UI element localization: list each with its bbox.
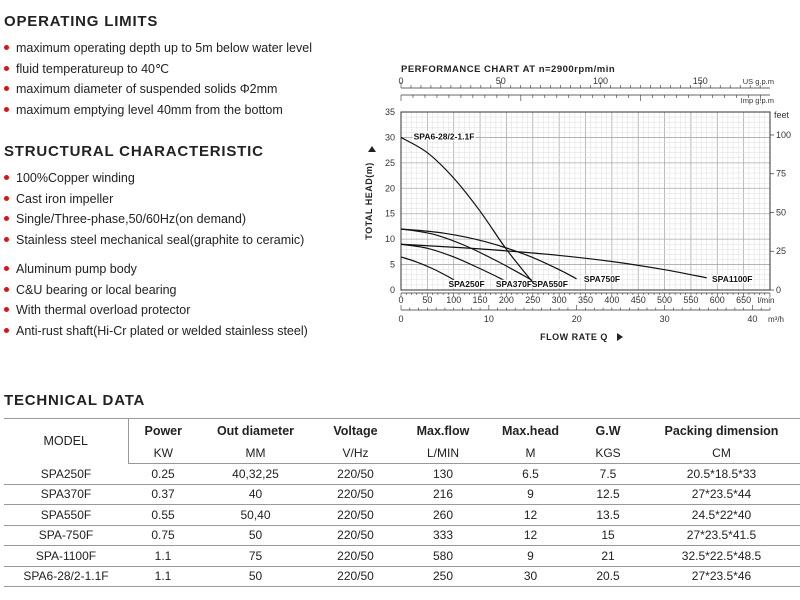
x-tick-label: 400 xyxy=(604,295,620,305)
y-tick-label: 25 xyxy=(384,157,395,168)
y2-tick-label: 25 xyxy=(776,246,787,257)
table-cell: 24.5*22*40 xyxy=(643,505,800,526)
table-cell: 27*23.5*46 xyxy=(643,566,800,587)
table-cell: 220/50 xyxy=(313,505,398,526)
table-cell: 260 xyxy=(398,505,488,526)
table-cell: 220/50 xyxy=(313,566,398,587)
series-label: SPA1100F xyxy=(712,273,753,284)
x-tick-label: 150 xyxy=(472,295,488,305)
x-tick-label: 350 xyxy=(577,295,594,305)
table-row xyxy=(4,464,800,485)
list-item: fluid temperatureup to 40℃ xyxy=(4,59,312,80)
y-tick-label: 35 xyxy=(384,107,395,117)
model-cell: SPA-750F xyxy=(4,525,128,546)
y-tick-label: 20 xyxy=(384,183,395,194)
table-cell: 27*23.5*41.5 xyxy=(643,525,800,546)
list-item: With thermal overload protector xyxy=(4,300,308,321)
table-header-row xyxy=(4,419,800,444)
table-cell: 130 xyxy=(398,464,488,485)
table-cell: 216 xyxy=(398,484,488,505)
column-header: G.W xyxy=(573,419,643,444)
table-cell: 15 xyxy=(573,525,643,546)
table-cell: 27*23.5*44 xyxy=(643,484,800,505)
series-label: SPA750F xyxy=(583,273,621,284)
x-tick-label: 550 xyxy=(683,295,699,305)
y-tick-label: 5 xyxy=(389,259,395,270)
technical-data-table xyxy=(4,418,800,587)
top-unit-label: Imp g.p.m xyxy=(740,96,774,105)
column-header: Voltage xyxy=(313,419,398,444)
x2-tick-label: 10 xyxy=(483,314,494,324)
table-cell: 333 xyxy=(398,525,488,546)
table-cell: 50 xyxy=(198,566,313,587)
unit-cell: V/Hz xyxy=(313,443,398,464)
column-header: Packing dimension xyxy=(643,419,800,444)
table-cell: 21 xyxy=(573,546,643,567)
top-tick-label: 150 xyxy=(692,76,708,86)
table-cell: 220/50 xyxy=(313,484,398,505)
column-header: Power xyxy=(128,419,198,444)
y-tick-label: 10 xyxy=(384,234,395,245)
unit-cell: KW xyxy=(128,443,198,464)
x-tick-label: 650 xyxy=(736,295,752,305)
table-cell: 50,40 xyxy=(198,505,313,526)
table-cell: 220/50 xyxy=(313,525,398,546)
table-cell: 40 xyxy=(198,484,313,505)
x-tick-label: 100 xyxy=(446,295,462,305)
x-tick-label: 200 xyxy=(498,295,514,305)
table-cell: 250 xyxy=(398,566,488,587)
table-cell: 75 xyxy=(198,546,313,567)
table-cell: 20.5*18.5*33 xyxy=(643,464,800,485)
operating-limits-title: OPERATING LIMITS xyxy=(4,13,159,30)
table-cell: 6.5 xyxy=(488,464,573,485)
y2-unit-label: feet xyxy=(774,110,790,120)
technical-data-title: TECHNICAL DATA xyxy=(4,392,146,409)
series-label: SPA550F xyxy=(531,278,568,289)
y2-tick-label: 0 xyxy=(776,285,782,295)
x-tick-label: 600 xyxy=(709,295,725,305)
y-axis-label: TOTAL HEAD(m) xyxy=(364,162,374,240)
model-cell: SPA250F xyxy=(4,464,128,485)
unit-cell: M xyxy=(488,443,573,464)
y2-tick-label: 50 xyxy=(776,207,787,218)
list-item: 100%Copper winding xyxy=(4,168,304,189)
table-cell: 7.5 xyxy=(573,464,643,485)
x-tick-label: 500 xyxy=(657,295,673,305)
table-cell: 580 xyxy=(398,546,488,567)
list-item: C&U bearing or local bearing xyxy=(4,280,308,301)
structural-title: STRUCTURAL CHARACTERISTIC xyxy=(4,143,264,160)
x2-tick-label: 40 xyxy=(747,314,758,324)
y-tick-label: 15 xyxy=(384,208,395,219)
table-row xyxy=(4,484,800,505)
x-axis-label: FLOW RATE Q xyxy=(540,332,608,342)
table-cell: 50 xyxy=(198,525,313,546)
table-row xyxy=(4,505,800,526)
x2-unit-label: m³/h xyxy=(768,315,784,324)
y-tick-label: 30 xyxy=(384,132,395,143)
table-cell: 30 xyxy=(488,566,573,587)
model-cell: SPA-1100F xyxy=(4,546,128,567)
unit-cell: L/MIN xyxy=(398,443,488,464)
top-tick-label: 100 xyxy=(593,76,609,86)
chart-title: PERFORMANCE CHART AT n=2900rpm/min xyxy=(401,64,616,75)
y-tick-label: 0 xyxy=(389,285,395,295)
series-label: SPA370F xyxy=(495,278,533,289)
x-tick-label: 0 xyxy=(398,295,404,305)
unit-cell: KGS xyxy=(573,443,643,464)
table-row xyxy=(4,566,800,587)
list-item: Single/Three-phase,50/60Hz(on demand) xyxy=(4,209,304,230)
x-tick-label: 50 xyxy=(422,295,433,305)
table-cell: 220/50 xyxy=(313,464,398,485)
table-cell: 0.25 xyxy=(128,464,198,485)
list-item: maximum diameter of suspended solids Φ2mm xyxy=(4,79,312,100)
series-label: SPA6-28/2-1.1F xyxy=(413,131,475,142)
series-label: SPA250F xyxy=(448,278,485,289)
column-header: Max.flow xyxy=(398,419,488,444)
unit-cell: CM xyxy=(643,443,800,464)
x-tick-label: 300 xyxy=(551,295,567,305)
x-tick-label: 450 xyxy=(630,295,646,305)
y-axis-arrow-icon xyxy=(368,146,376,152)
list-item: Cast iron impeller xyxy=(4,189,304,210)
model-cell: SPA6-28/2-1.1F xyxy=(4,566,128,587)
unit-cell: MM xyxy=(198,443,313,464)
y2-tick-label: 100 xyxy=(776,129,792,140)
top-tick-label: 0 xyxy=(398,76,404,86)
list-item: maximum emptying level 40mm from the bottom xyxy=(4,100,312,121)
model-header: MODEL xyxy=(4,419,128,464)
top-tick-label: 50 xyxy=(495,76,506,86)
list-item: Anti-rust shaft(Hi-Cr plated or welded stainless steel) xyxy=(4,321,308,342)
table-cell: 9 xyxy=(488,484,573,505)
table-cell: 0.37 xyxy=(128,484,198,505)
table-cell: 32.5*22.5*48.5 xyxy=(643,546,800,567)
table-cell: 12 xyxy=(488,505,573,526)
table-cell: 40,32,25 xyxy=(198,464,313,485)
table-cell: 13.5 xyxy=(573,505,643,526)
top-unit-label: US g.p.m xyxy=(742,77,774,86)
list-item: Aluminum pump body xyxy=(4,259,308,280)
table-cell: 1.1 xyxy=(128,566,198,587)
table-cell: 1.1 xyxy=(128,546,198,567)
y2-tick-label: 75 xyxy=(776,168,787,179)
x-tick-label: 250 xyxy=(525,295,541,305)
model-cell: SPA550F xyxy=(4,505,128,526)
table-cell: 12 xyxy=(488,525,573,546)
table-cell: 0.55 xyxy=(128,505,198,526)
list-item: maximum operating depth up to 5m below water level xyxy=(4,38,312,59)
column-header: Out diameter xyxy=(198,419,313,444)
table-cell: 20.5 xyxy=(573,566,643,587)
x2-tick-label: 20 xyxy=(571,314,582,324)
table-cell: 0.75 xyxy=(128,525,198,546)
table-cell: 9 xyxy=(488,546,573,567)
list-item: Stainless steel mechanical seal(graphite to ceramic) xyxy=(4,230,304,251)
column-header: Max.head xyxy=(488,419,573,444)
series-line xyxy=(401,137,533,282)
table-cell: 12.5 xyxy=(573,484,643,505)
table-cell: 220/50 xyxy=(313,546,398,567)
x2-tick-label: 0 xyxy=(398,314,404,324)
x-unit-label: l/min xyxy=(757,296,775,305)
x-axis-arrow-icon xyxy=(617,333,623,341)
table-row xyxy=(4,546,800,567)
model-cell: SPA370F xyxy=(4,484,128,505)
table-row xyxy=(4,525,800,546)
x2-tick-label: 30 xyxy=(659,314,670,324)
